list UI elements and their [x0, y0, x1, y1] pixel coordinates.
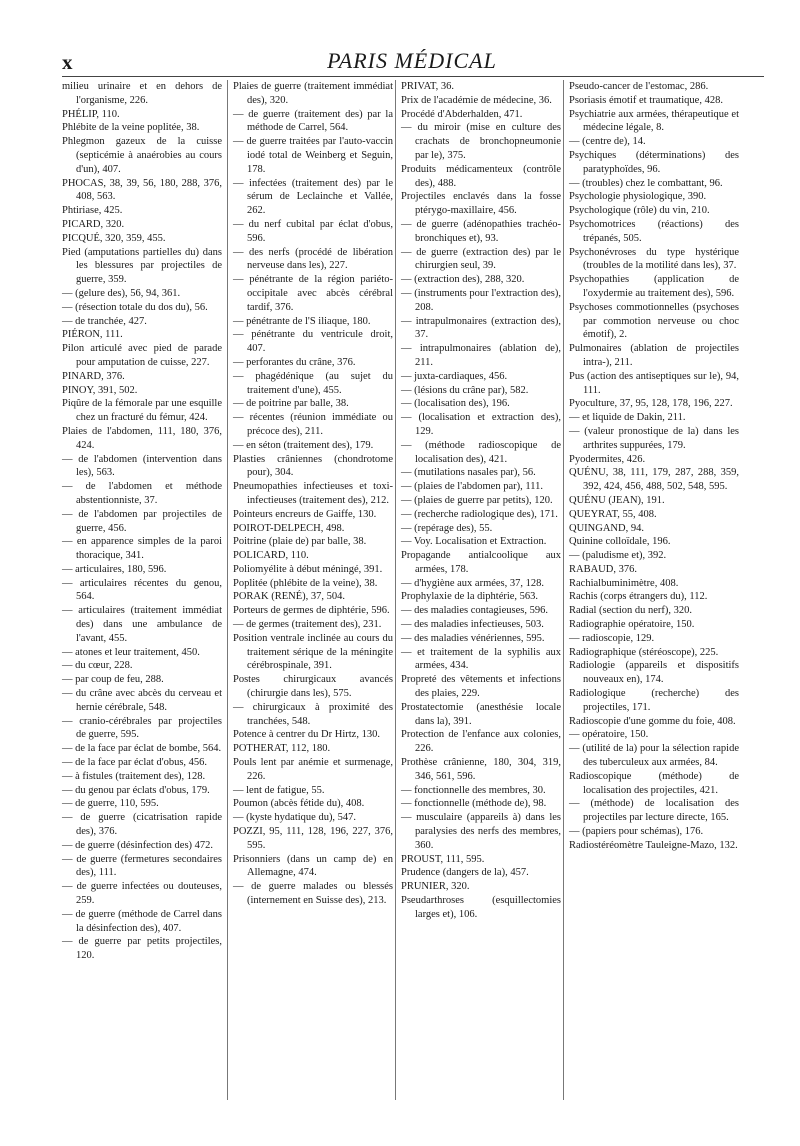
index-entry: Propagande antialcoolique aux armées, 178. — [401, 550, 561, 575]
index-entry: — (localisation et extraction des), 129. — [401, 412, 561, 437]
index-entry: — de guerre par petits projectiles, 120. — [62, 936, 222, 962]
index-entry: — (gelure des), 56, 94, 361. — [62, 287, 181, 299]
index-entry: Phtiriase, 425. — [62, 205, 123, 217]
index-entry: — de l'abdomen (intervention dans les), 563. — [62, 453, 222, 479]
index-entry: — de poitrine par balle, 38. — [233, 398, 349, 410]
index-entry: Plasties crâniennes (chondrotome pour), 304. — [233, 453, 393, 479]
index-entry: — des maladies infectieuses, 503. — [401, 619, 544, 631]
index-entry: Radiographie opératoire, 150. — [569, 619, 695, 631]
index-entry: — du genou par éclats d'obus, 179. — [62, 784, 210, 796]
index-entry: — opératoire, 150. — [569, 729, 649, 741]
index-entry: — fonctionnelle (méthode de), 98. — [401, 798, 547, 810]
index-entry: — de guerre (adénopathies trachéo-bronchiques et), 93. — [401, 218, 561, 244]
index-entry: — articulaires (traitement immédiat des) dans une ambulance de l'avant, 455. — [62, 605, 222, 644]
index-entry: — de germes (traitement des), 231. — [233, 619, 382, 631]
index-entry: Psychomotrices (réactions) des trépanés, 505. — [569, 218, 739, 244]
index-entry: PHÉLIP, 110. — [62, 108, 120, 120]
index-entry: — (plaies de guerre par petits), 120. — [401, 494, 553, 506]
index-entry: — des maladies vénériennes, 595. — [401, 632, 545, 644]
index-entry: — du cœur, 228. — [62, 660, 133, 672]
index-entry: PORAK (RENÉ), 37, 504. — [233, 591, 345, 603]
index-entry: Pilon articulé avec pied de parade pour amputation de cuisse, 227. — [62, 343, 222, 368]
index-entry: — (résection totale du dos du), 56. — [62, 301, 208, 313]
index-entry: Psychiatrie aux armées, thérapeutique et médecine légale, 8. — [569, 108, 739, 134]
index-entry: — (instruments pour l'extraction des), 208. — [401, 287, 561, 313]
index-entry: Postes chirurgicaux avancés (chirurgie dans les), 575. — [233, 674, 393, 700]
index-entry: — et liquide de Dakin, 211. — [569, 412, 686, 424]
index-entry: RABAUD, 376. — [569, 563, 637, 575]
index-entry: Pyoculture, 37, 95, 128, 178, 196, 227. — [569, 398, 733, 410]
index-entry: — de l'abdomen par projectiles de guerre, 456. — [62, 508, 222, 534]
index-entry: Pseudo-cancer de l'estomac, 286. — [569, 81, 709, 92]
index-entry: — infectées (traitement des) par le sérum de Leclainche et Vallée, 262. — [233, 177, 393, 217]
index-entry: Prisonniers (dans un camp de) en Allemagne, 474. — [233, 853, 393, 879]
index-entry: Position ventrale inclinée au cours du traitement sérique de la méningite cérébrospinale, 391. — [233, 632, 393, 672]
index-entry: Pneumopathies infectieuses et toxi-infectieuses (traitement des), 212. — [233, 481, 393, 506]
index-column-4 — [569, 80, 739, 853]
index-entry: PICQUÉ, 320, 359, 455. — [62, 232, 166, 244]
index-entry: Phlébite de la veine poplitée, 38. — [62, 122, 200, 134]
index-entry: Potence à centrer du Dr Hirtz, 130. — [233, 729, 380, 741]
index-entry: Pyodermites, 426. — [569, 453, 646, 465]
index-entry: — de tranchée, 427. — [62, 315, 147, 327]
index-entry: — perforantes du crâne, 376. — [233, 356, 356, 368]
index-entry: — (valeur pronostique de la) dans les arthrites suppurées, 179. — [569, 425, 739, 451]
index-column-3 — [401, 80, 561, 922]
index-entry: Psychopathies (application de l'oxydermie au traitement des), 596. — [569, 274, 739, 299]
index-entry: Psychologie physiologique, 390. — [569, 191, 707, 203]
index-entry: — atones et leur traitement, 450. — [62, 646, 200, 658]
index-entry: QUÉNU (JEAN), 191. — [569, 494, 665, 506]
index-column-1 — [62, 80, 222, 963]
index-entry: — du crâne avec abcès du cerveau et hernie cérébrale, 548. — [62, 688, 222, 713]
index-entry: Poliomyélite à début méningé, 391. — [233, 563, 383, 575]
index-entry: — d'hygiène aux armées, 37, 128. — [401, 577, 545, 589]
index-entry: — de guerre (fermetures secondaires des), 111. — [62, 853, 222, 879]
index-entry: — de l'abdomen et méthode abstentionniste, 37. — [62, 481, 222, 506]
index-entry: Plaies de guerre (traitement immédiat des), 320. — [233, 81, 393, 106]
index-entry: POZZI, 95, 111, 128, 196, 227, 376, 595. — [233, 826, 393, 851]
index-entry: Psychologique (rôle) du vin, 210. — [569, 205, 710, 217]
index-entry: — en apparence simples de la paroi thoracique, 341. — [62, 536, 222, 562]
index-entry: — intrapulmonaires (ablation de), 211. — [401, 343, 561, 368]
page-number: x — [62, 50, 73, 74]
index-entry: Prudence (dangers de la), 457. — [401, 867, 529, 879]
index-entry: — Voy. Localisation et Extraction. — [401, 536, 547, 548]
index-entry: Pseudarthroses (esquillectomies larges et), 106. — [401, 895, 561, 920]
index-entry: — des nerfs (procédé de libération nerveuse dans les), 227. — [233, 246, 393, 272]
index-entry: — de guerre infectées ou douteuses, 259. — [62, 881, 222, 907]
index-entry: — cranio-cérébrales par projectiles de guerre, 595. — [62, 715, 222, 741]
index-entry: Plaies de l'abdomen, 111, 180, 376, 424. — [62, 425, 222, 451]
index-entry: — (méthode radioscopique de localisation des), 421. — [401, 439, 561, 465]
index-entry: — (extraction des), 288, 320. — [401, 274, 525, 286]
index-entry: Radial (section du nerf), 320. — [569, 605, 693, 617]
index-entry: — par coup de feu, 288. — [62, 674, 164, 686]
index-entry: — à fistules (traitement des), 128. — [62, 770, 206, 782]
index-entry: — pénétrante de la région pariéto-occipitale avec abcès cérébral tardif, 376. — [233, 274, 393, 313]
index-entry: Radiologique (recherche) des projectiles, 171. — [569, 688, 739, 713]
index-entry: Poumon (abcès fétide du), 408. — [233, 798, 365, 810]
index-entry: — radioscopie, 129. — [569, 632, 655, 644]
index-entry: Pointeurs encreurs de Gaiffe, 130. — [233, 508, 377, 520]
index-entry: QUINGAND, 94. — [569, 522, 644, 534]
index-entry: QUEYRAT, 55, 408. — [569, 508, 657, 520]
index-entry: — (kyste hydatique du), 547. — [233, 812, 357, 824]
index-entry: — (papiers pour schémas), 176. — [569, 826, 704, 838]
index-entry: — de guerre traitées par l'auto-vaccin iodé total de Weinberg et Seguin, 178. — [233, 136, 393, 175]
index-entry: Radioscopie d'une gomme du foie, 408. — [569, 715, 736, 727]
index-entry: — pénétrante de l'S iliaque, 180. — [233, 315, 371, 327]
header-rule — [62, 76, 764, 77]
index-entry: — (centre de), 14. — [569, 136, 646, 148]
index-entry: Psychiques (déterminations) des paratyphoïdes, 96. — [569, 149, 739, 175]
index-entry: PRUNIER, 320. — [401, 881, 470, 893]
index-entry: Produits médicamenteux (contrôle des), 488. — [401, 163, 561, 189]
index-entry: Propreté des vêtements et infections des plaies, 229. — [401, 674, 561, 700]
index-entry: — du miroir (mise en culture des crachats de bronchopneumonie par le), 375. — [401, 122, 561, 161]
index-entry: Protection de l'enfance aux colonies, 226. — [401, 729, 561, 755]
index-entry: Pouls lent par anémie et surmenage, 226. — [233, 757, 393, 782]
index-entry: — articulaires, 180, 596. — [62, 563, 167, 575]
index-entry: PICARD, 320. — [62, 218, 125, 230]
index-entry: Radiostéréomètre Tauleigne-Mazo, 132. — [569, 839, 738, 851]
index-entry: — (plaies de l'abdomen par), 111. — [401, 481, 543, 493]
index-entry: Rachis (corps étrangers du), 112. — [569, 591, 708, 603]
index-entry: Phlegmon gazeux de la cuisse (septicémie à anaérobies au cours d'un), 407. — [62, 136, 222, 175]
index-entry: POLICARD, 110. — [233, 550, 309, 562]
index-entry: — (troubles) chez le combattant, 96. — [569, 177, 723, 189]
index-entry: Procédé d'Abderhalden, 471. — [401, 108, 523, 120]
index-entry: Piqûre de la fémorale par une esquille chez un fracturé du fémur, 424. — [62, 398, 222, 424]
index-entry: — (paludisme et), 392. — [569, 550, 667, 562]
index-entry: — juxta-cardiaques, 456. — [401, 370, 508, 382]
index-entry: PHOCAS, 38, 39, 56, 180, 288, 376, 408, 563. — [62, 177, 222, 203]
index-entry: — lent de fatigue, 55. — [233, 784, 325, 796]
index-entry: — et traitement de la syphilis aux armées, 434. — [401, 646, 561, 672]
index-entry: Psychoses commotionnelles (psychoses par commotion nerveuse ou choc émotif), 2. — [569, 301, 739, 341]
index-entry: — (méthode) de localisation des projectiles par lecture directe, 165. — [569, 798, 739, 824]
index-entry: — (utilité de la) pour la sélection rapide des tuberculeux aux armées, 84. — [569, 743, 739, 769]
index-entry: — de guerre (méthode de Carrel dans la désinfection des), 407. — [62, 908, 222, 934]
index-entry: Radioscopique (méthode) de localisation des projectiles, 421. — [569, 770, 739, 796]
index-entry: Pied (amputations partielles du) dans les blessures par projectiles de guerre, 359. — [62, 246, 222, 286]
index-entry: Prophylaxie de la diphtérie, 563. — [401, 591, 539, 603]
index-entry: — phagédénique (au sujet du traitement d'une), 455. — [233, 370, 393, 396]
index-entry: — intrapulmonaires (extraction des), 37. — [401, 315, 561, 341]
index-entry: Porteurs de germes de diphtérie, 596. — [233, 605, 390, 617]
index-entry: Projectiles enclavés dans la fosse ptérygo-maxillaire, 456. — [401, 191, 561, 217]
index-entry: — récentes (réunion immédiate ou précoce des), 211. — [233, 412, 393, 437]
index-entry: — fonctionnelle des membres, 30. — [401, 784, 546, 796]
index-entry: — (localisation des), 196. — [401, 398, 510, 410]
index-entry: Quinine colloïdale, 196. — [569, 536, 671, 548]
index-entry: — de la face par éclat de bombe, 564. — [62, 743, 222, 755]
index-entry: QUÉNU, 38, 111, 179, 287, 288, 359, 392, 424, 456, 488, 502, 548, 595. — [569, 467, 739, 493]
index-entry: Psychonévroses du type hystérique (troubles de la motilité dans les), 37. — [569, 246, 739, 272]
index-entry: — de guerre (traitement des) par la méthode de Carrel, 564. — [233, 108, 393, 134]
page-title: PARIS MÉDICAL — [327, 48, 497, 73]
index-entry: Radiologie (appareils et dispositifs nouveaux en), 174. — [569, 660, 739, 686]
index-entry: — de guerre, 110, 595. — [62, 798, 159, 810]
index-columns — [62, 80, 762, 1090]
index-entry: Radiographique (stéréoscope), 225. — [569, 646, 719, 658]
index-entry: — en séton (traitement des), 179. — [233, 439, 374, 451]
index-entry: — de la face par éclat d'obus, 456. — [62, 757, 208, 769]
index-entry: — musculaire (appareils à) dans les paralysies des nerfs des membres, 360. — [401, 812, 561, 851]
index-entry: Poplitée (phlébite de la veine), 38. — [233, 577, 378, 589]
index-entry: — de guerre (cicatrisation rapide des), 376. — [62, 812, 222, 838]
index-entry: Rachialbuminimètre, 408. — [569, 577, 679, 589]
index-entry: — de guerre (extraction des) par le chirurgien seul, 39. — [401, 246, 561, 272]
index-entry: milieu urinaire et en dehors de l'organisme, 226. — [62, 81, 222, 106]
index-entry: — des maladies contagieuses, 596. — [401, 605, 548, 617]
index-entry: — (mutilations nasales par), 56. — [401, 467, 536, 479]
index-entry: — (recherche radiologique des), 171. — [401, 508, 558, 520]
index-entry: PRIVAT, 36. — [401, 81, 454, 92]
index-column-2 — [233, 80, 393, 908]
index-entry: PINOY, 391, 502. — [62, 384, 138, 396]
index-entry: Prothèse crânienne, 180, 304, 319, 346, 561, 596. — [401, 757, 561, 782]
index-entry: Pus (action des antiseptiques sur le), 94, 111. — [569, 370, 739, 396]
index-entry: Poitrine (plaie de) par balle, 38. — [233, 536, 367, 548]
index-entry: — (repérage des), 55. — [401, 522, 493, 534]
index-entry: — chirurgicaux à proximité des tranchées, 548. — [233, 701, 393, 727]
index-entry: — du nerf cubital par éclat d'obus, 596. — [233, 218, 393, 244]
index-entry: POIROT-DELPECH, 498. — [233, 522, 345, 534]
index-entry: — (lésions du crâne par), 582. — [401, 384, 529, 396]
index-entry: — de guerre (désinfection des) 472. — [62, 839, 214, 851]
index-entry: Prostatectomie (anesthésie locale dans la), 391. — [401, 701, 561, 727]
index-entry: PROUST, 111, 595. — [401, 853, 485, 865]
index-entry: Pulmonaires (ablation de projectiles intra-), 211. — [569, 343, 739, 368]
index-entry: POTHERAT, 112, 180. — [233, 743, 331, 755]
index-entry: Psoriasis émotif et traumatique, 428. — [569, 94, 723, 106]
index-entry: PINARD, 376. — [62, 370, 125, 382]
index-entry: — de guerre malades ou blessés (internement en Suisse des), 213. — [233, 881, 393, 907]
index-entry: PIÉRON, 111. — [62, 329, 123, 341]
index-entry: Prix de l'académie de médecine, 36. — [401, 94, 552, 106]
index-entry: — articulaires récentes du genou, 564. — [62, 577, 222, 603]
index-entry: — pénétrante du ventricule droit, 407. — [233, 329, 393, 355]
